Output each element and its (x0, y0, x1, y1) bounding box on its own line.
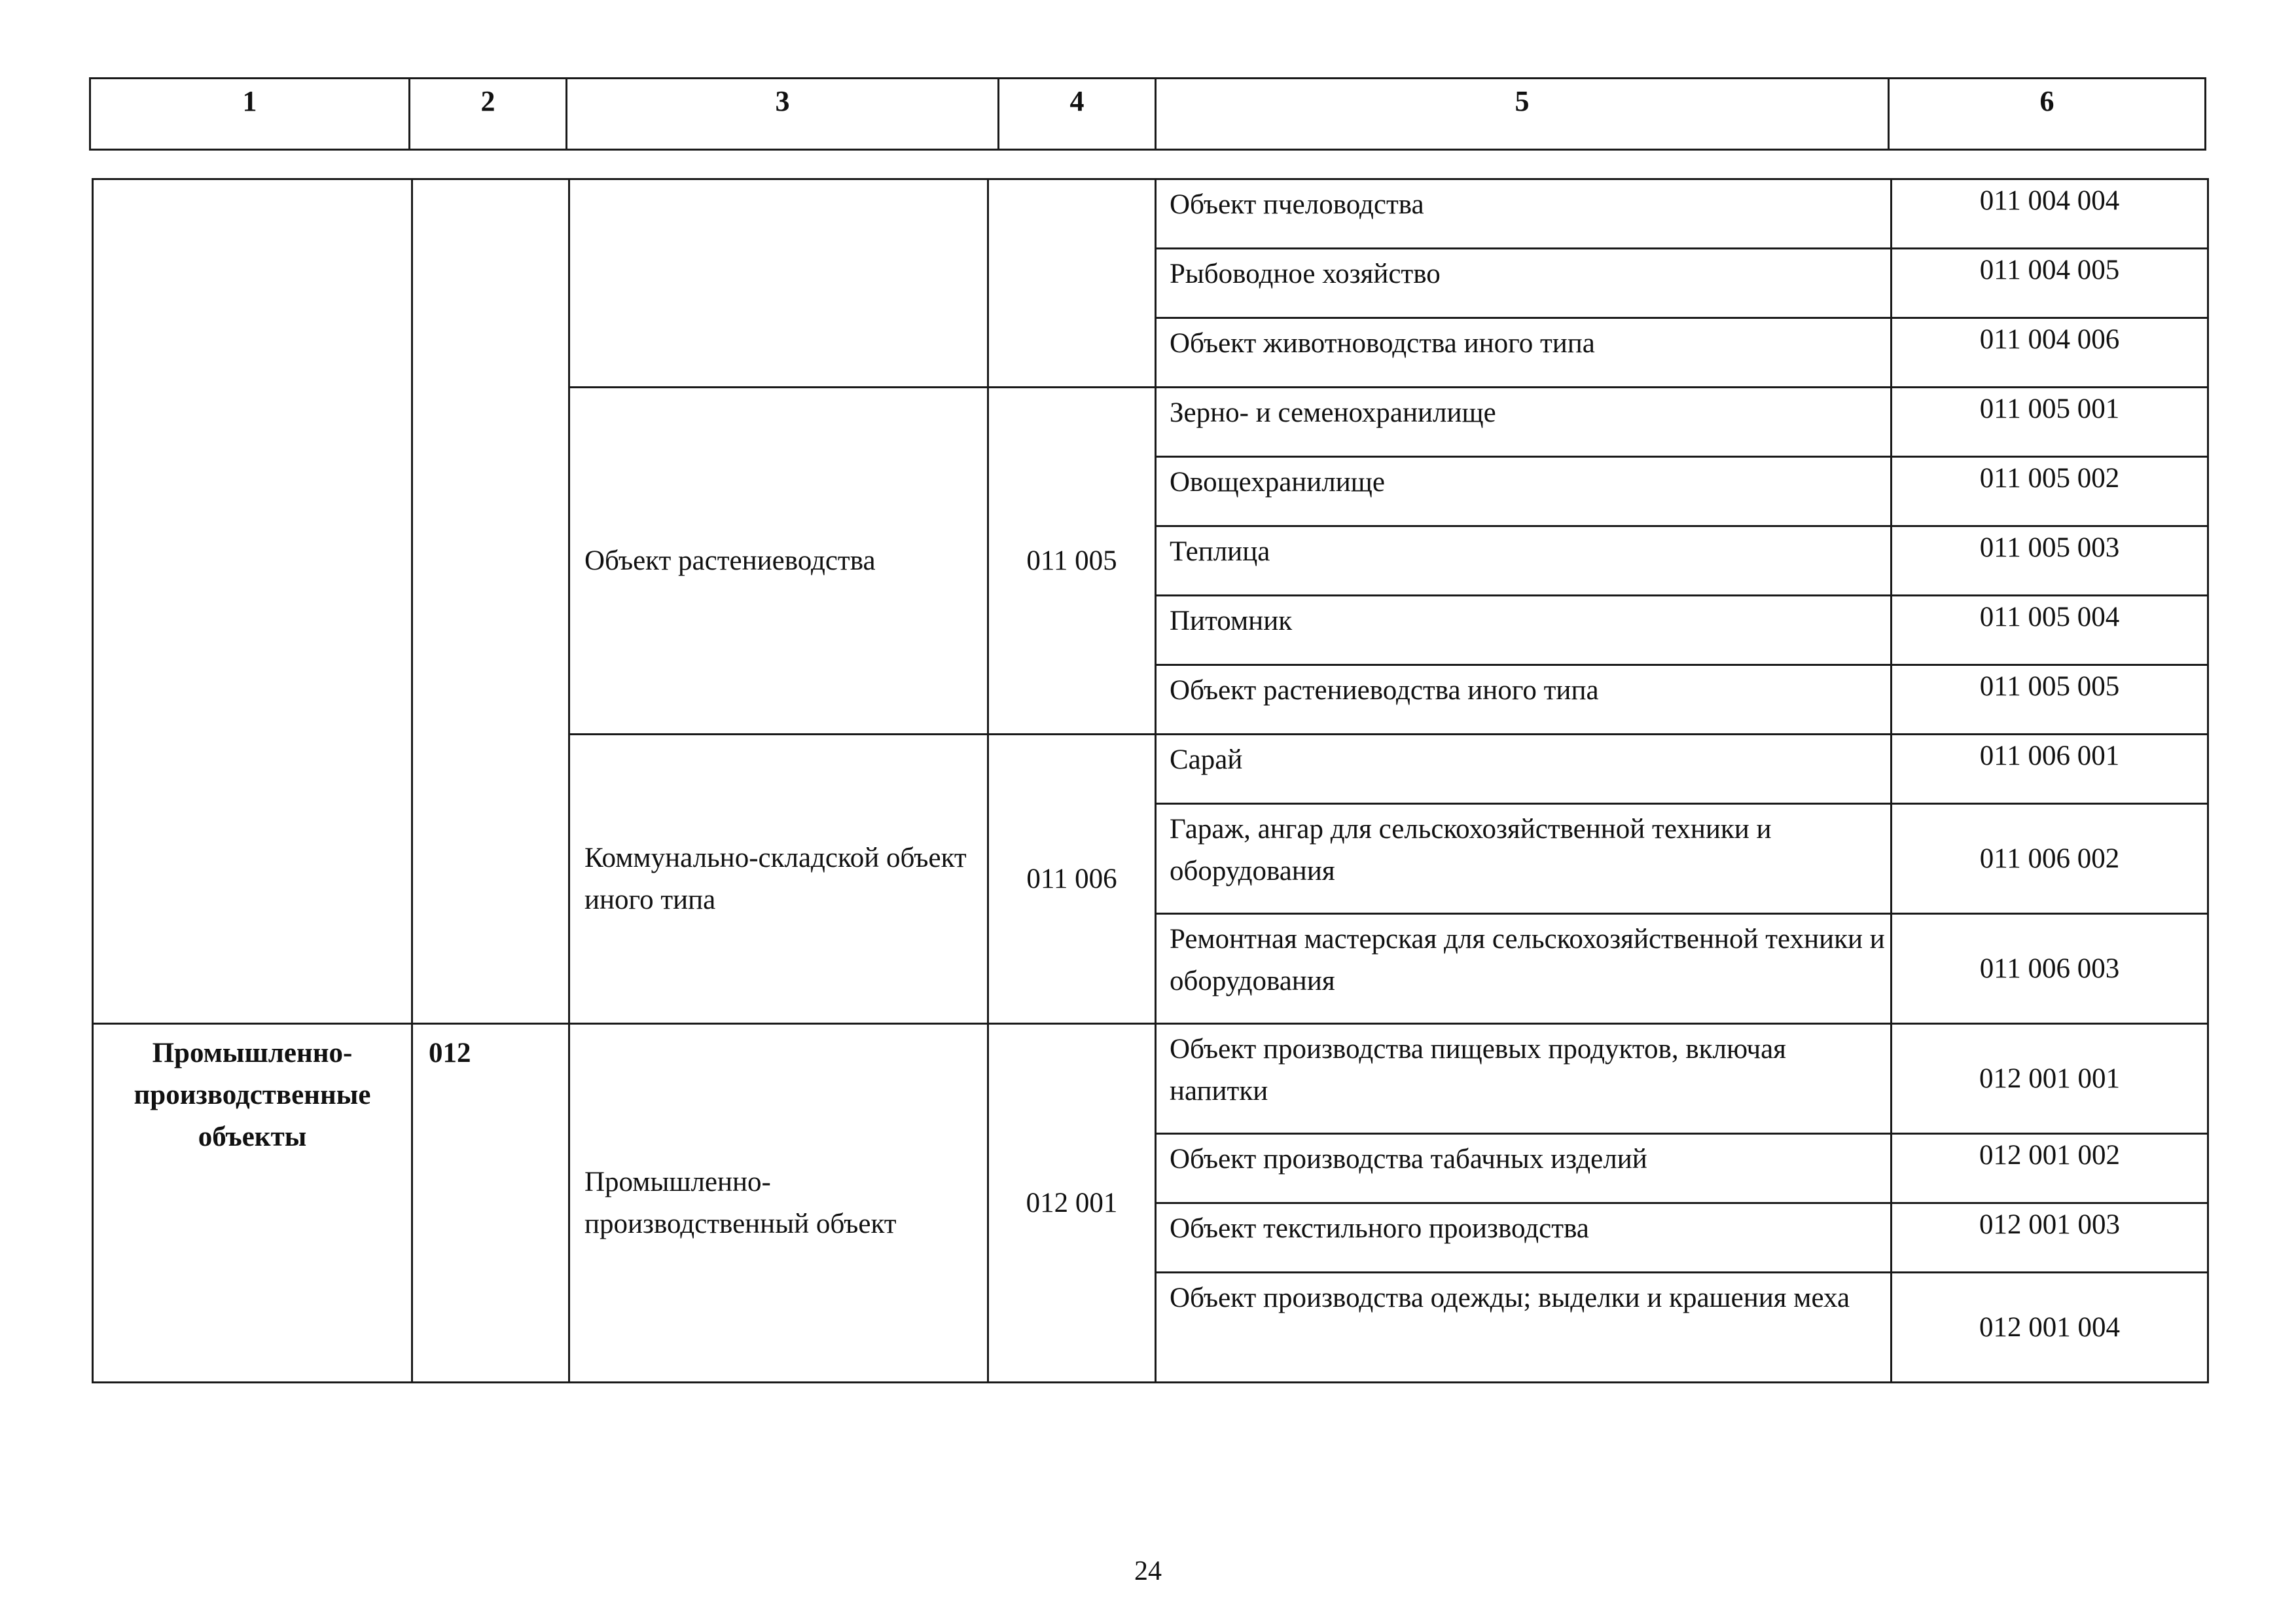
empty-category-code-cell (412, 179, 569, 1024)
object-name: Объект пчеловодства (1156, 179, 1892, 249)
empty-group-code-cell (988, 179, 1156, 388)
column-number-2: 2 (410, 79, 567, 150)
column-number-header-table (89, 77, 2206, 151)
object-name: Сарай (1156, 735, 1892, 804)
category-name: Промышленно-производственные объекты (93, 1024, 412, 1383)
group-code: 012 001 (988, 1024, 1156, 1383)
object-code: 011 005 005 (1892, 665, 2208, 735)
object-code: 011 005 004 (1892, 596, 2208, 665)
object-code: 011 006 003 (1892, 914, 2208, 1024)
page-number: 24 (1134, 1556, 1162, 1586)
column-number-row (90, 79, 2206, 150)
group-code: 011 005 (988, 388, 1156, 735)
object-code: 011 005 003 (1892, 526, 2208, 596)
object-code: 012 001 001 (1892, 1024, 2208, 1134)
object-code: 012 001 002 (1892, 1134, 2208, 1203)
category-code: 012 (412, 1024, 569, 1383)
object-code: 012 001 003 (1892, 1203, 2208, 1273)
column-number-4: 4 (999, 79, 1156, 150)
object-name: Теплица (1156, 526, 1892, 596)
column-number-3: 3 (567, 79, 999, 150)
column-number-6: 6 (1889, 79, 2206, 150)
group-name: Промышленно-производственный объект (569, 1024, 988, 1383)
object-name: Зерно- и семенохранилище (1156, 388, 1892, 457)
object-code: 011 006 001 (1892, 735, 2208, 804)
object-code: 011 004 005 (1892, 249, 2208, 318)
object-code: 011 004 004 (1892, 179, 2208, 249)
classifier-table (92, 178, 2209, 1383)
table-row (93, 1024, 2208, 1134)
object-name: Рыбоводное хозяйство (1156, 249, 1892, 318)
object-code: 011 005 002 (1892, 457, 2208, 526)
empty-category-cell (93, 179, 412, 1024)
group-name: Коммунально-складской объект иного типа (569, 735, 988, 1024)
column-number-5: 5 (1156, 79, 1889, 150)
object-name: Объект производства одежды; выделки и крашения меха (1156, 1273, 1892, 1383)
object-name: Объект животноводства иного типа (1156, 318, 1892, 388)
group-name: Объект растениеводства (569, 388, 988, 735)
object-name: Гараж, ангар для сельскохозяйственной техники и оборудования (1156, 804, 1892, 914)
object-code: 011 005 001 (1892, 388, 2208, 457)
empty-group-cell (569, 179, 988, 388)
table-row (93, 179, 2208, 249)
group-code: 011 006 (988, 735, 1156, 1024)
object-code: 012 001 004 (1892, 1273, 2208, 1383)
object-name: Объект производства табачных изделий (1156, 1134, 1892, 1203)
column-number-1: 1 (90, 79, 410, 150)
object-name: Овощехранилище (1156, 457, 1892, 526)
object-name: Объект текстильного производства (1156, 1203, 1892, 1273)
object-code: 011 006 002 (1892, 804, 2208, 914)
object-name: Питомник (1156, 596, 1892, 665)
object-name: Объект производства пищевых продуктов, включая напитки (1156, 1024, 1892, 1134)
object-name: Ремонтная мастерская для сельскохозяйственной техники и оборудования (1156, 914, 1892, 1024)
object-code: 011 004 006 (1892, 318, 2208, 388)
object-name: Объект растениеводства иного типа (1156, 665, 1892, 735)
